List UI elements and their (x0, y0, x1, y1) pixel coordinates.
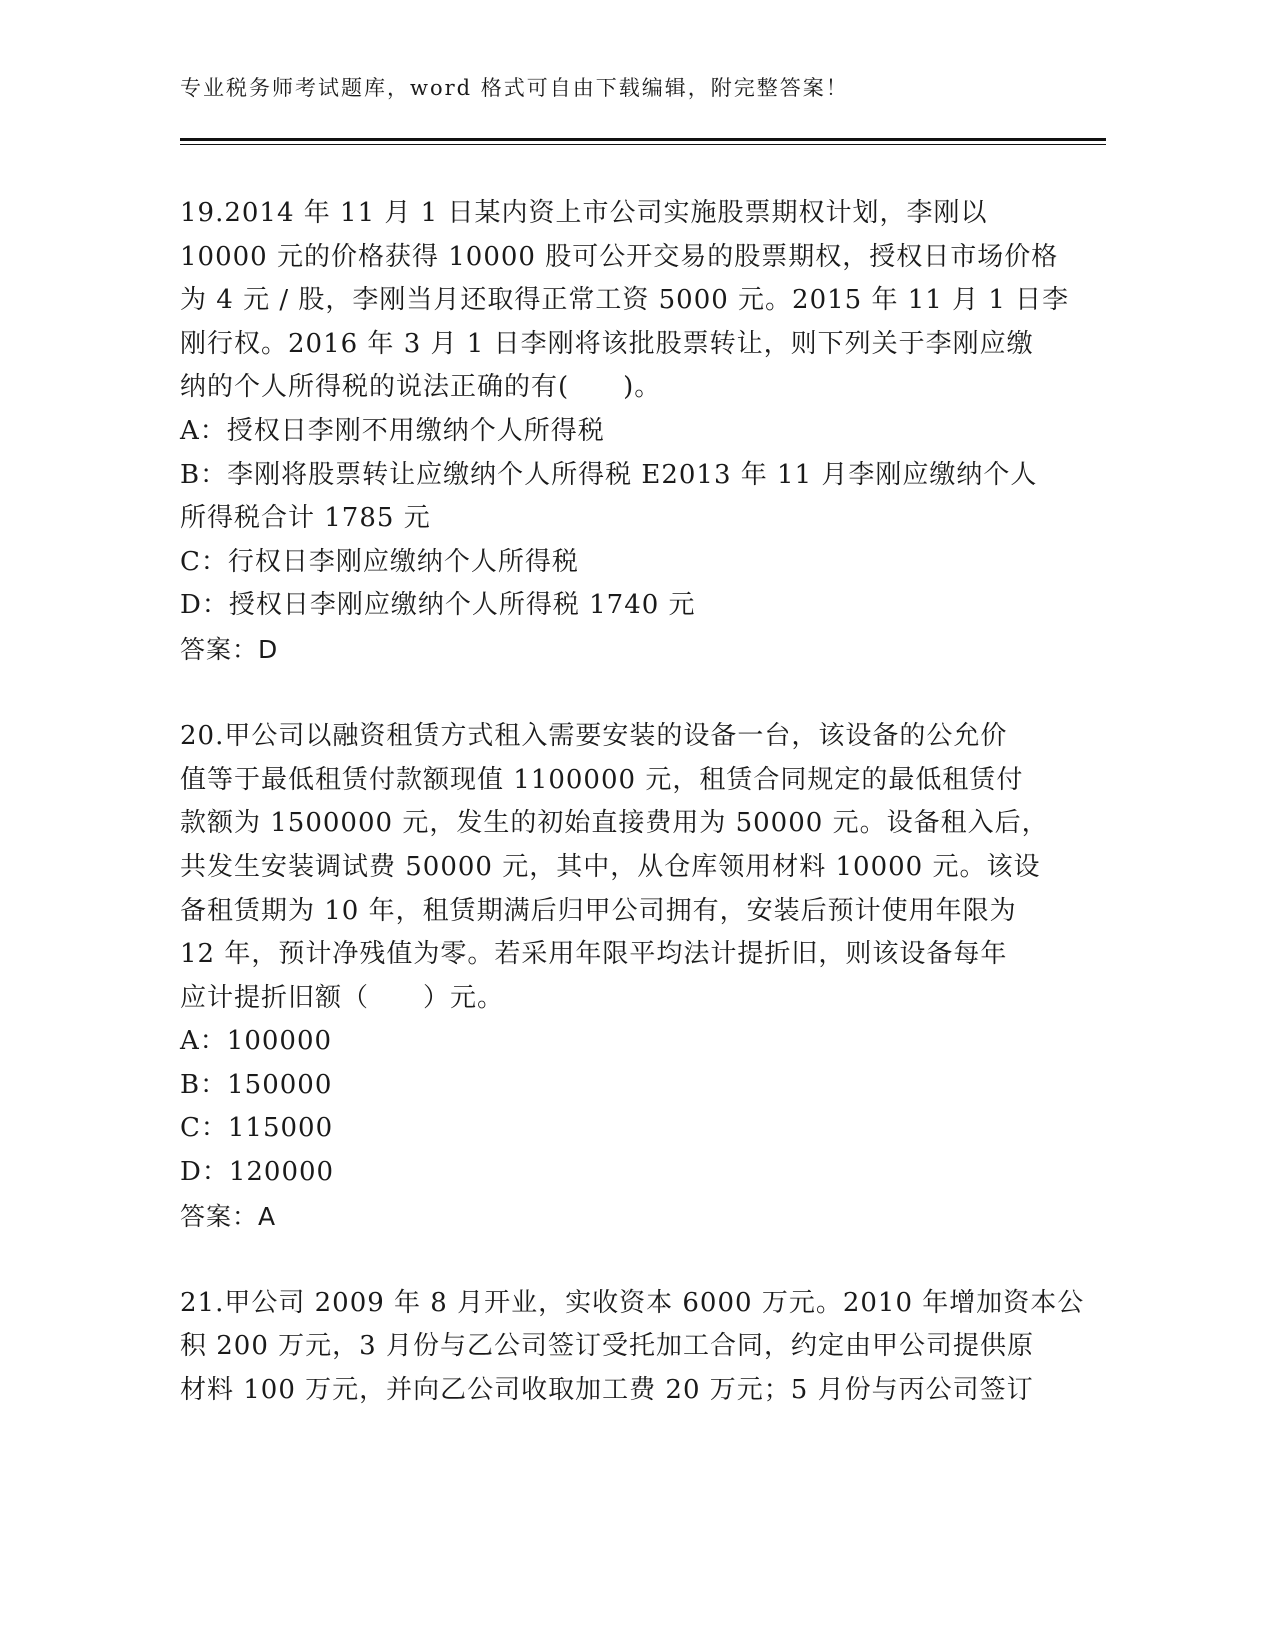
question-spacer (180, 672, 1060, 716)
answer-label: 答案：D (180, 634, 279, 664)
question-list (180, 192, 1085, 1413)
option-d: D：120000 (180, 1157, 335, 1188)
question-text-line: 10000 元的价格获得 10000 股可公开交易的股票期权，授权日市场价格 (180, 241, 1059, 272)
option-c: C：行权日李刚应缴纳个人所得税 (180, 546, 579, 577)
option-a: A：100000 (180, 1026, 333, 1057)
question-text-line: 20.甲公司以融资租赁方式租入需要安装的设备一台，该设备的公允价 (180, 721, 1008, 752)
question-text-line: 共发生安装调试费 50000 元，其中，从仓库领用材料 10000 元。该设 (180, 851, 1041, 882)
option-b-continued: 所得税合计 1785 元 (180, 503, 431, 534)
header-divider-thick (180, 138, 1106, 141)
question-19 (180, 192, 1070, 672)
option-a: A：授权日李刚不用缴纳个人所得税 (180, 415, 605, 446)
option-c: C：115000 (180, 1113, 334, 1144)
question-text-line: 应计提折旧额（ ）元。 (180, 982, 505, 1013)
question-text-line: 19.2014 年 11 月 1 日某内资上市公司实施股票期权计划，李刚以 (180, 198, 988, 228)
question-text-line: 值等于最低租赁付款额现值 1100000 元，租赁合同规定的最低租赁付 (180, 764, 1024, 795)
page-header-text: 专业税务师考试题库，word 格式可自由下载编辑，附完整答案！ (180, 76, 849, 100)
option-d: D：授权日李刚应缴纳个人所得税 1740 元 (180, 590, 696, 621)
question-20 (180, 715, 1060, 1238)
option-b: B：李刚将股票转让应缴纳个人所得税 E2013 年 11 月李刚应缴纳个人 (180, 459, 1038, 490)
question-21 (180, 1282, 1085, 1413)
question-spacer (180, 1238, 1060, 1282)
option-b: B：150000 (180, 1069, 333, 1100)
question-text-line: 材料 100 万元，并向乙公司收取加工费 20 万元；5 月份与丙公司签订 (180, 1375, 1034, 1406)
question-text-line: 积 200 万元，3 月份与乙公司签订受托加工合同，约定由甲公司提供原 (180, 1331, 1034, 1362)
header-divider-thin (180, 144, 1106, 145)
question-text-line: 款额为 1500000 元，发生的初始直接费用为 50000 元。设备租入后， (180, 808, 1049, 839)
question-text-line: 12 年，预计净残值为零。若采用年限平均法计提折旧，则该设备每年 (180, 939, 1008, 970)
answer-label: 答案：A (180, 1201, 277, 1231)
question-text-line: 刚行权。2016 年 3 月 1 日李刚将该批股票转让，则下列关于李刚应缴 (180, 328, 1034, 359)
question-text-line: 21.甲公司 2009 年 8 月开业，实收资本 6000 万元。2010 年增加资本公 (180, 1287, 1085, 1318)
question-text-line: 为 4 元 / 股，李刚当月还取得正常工资 5000 元。2015 年 11 月 1 日李 (180, 285, 1070, 316)
question-text-line: 备租赁期为 10 年，租赁期满后归甲公司拥有，安装后预计使用年限为 (180, 895, 1017, 926)
question-text-line: 纳的个人所得税的说法正确的有( )。 (180, 372, 662, 403)
